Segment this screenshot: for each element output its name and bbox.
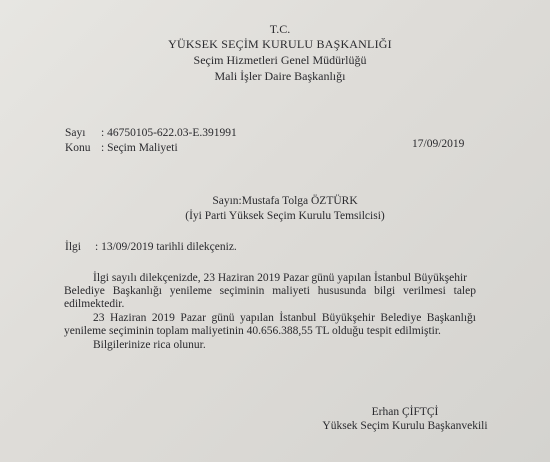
sayi-label: Sayı — [65, 127, 86, 139]
ilgi-value: : 13/09/2019 tarihli dilekçeniz. — [95, 241, 237, 253]
document-date: 17/09/2019 — [412, 138, 465, 150]
header-tc: T.C. — [269, 22, 291, 36]
ilgi-label: İlgi — [65, 241, 81, 253]
sayi-value: : 46750105-622.03-E.391991 — [101, 127, 237, 139]
body-p1-line1: İlgi sayılı dilekçenizde, 23 Haziran 2019 Pazar günü yapılan İstanbul Büyükşehir — [93, 272, 467, 284]
konu-value: : Seçim Maliyeti — [101, 142, 178, 154]
header-institution: YÜKSEK SEÇİM KURULU BAŞKANLIĞI — [168, 37, 392, 51]
body-p1-line3: edilmektedir. — [64, 298, 125, 310]
header-directorate: Seçim Hizmetleri Genel Müdürlüğü — [193, 53, 367, 67]
recipient-name: Sayın:Mustafa Tolga ÖZTÜRK — [212, 195, 358, 207]
header-department: Mali İşler Daire Başkanlığı — [214, 69, 346, 83]
signatory-title: Yüksek Seçim Kurulu Başkanvekili — [322, 420, 488, 432]
body-p2-line1: 23 Haziran 2019 Pazar günü yapılan İstanbul Büyükşehir Belediye Başkanlığı — [93, 312, 476, 324]
signatory-name: Erhan ÇİFTÇİ — [371, 406, 439, 418]
body-p1-line2: Belediye Başkanlığı yenileme seçiminin maliyeti hususunda bilgi verilmesi talep — [64, 285, 476, 297]
recipient-title: (İyi Parti Yüksek Seçim Kurulu Temsilcisi) — [185, 210, 385, 222]
konu-label: Konu — [65, 142, 91, 154]
body-p3: Bilgilerinize rica olunur. — [93, 339, 206, 351]
body-p2-line2: yenileme seçiminin toplam maliyetinin 40.656.388,55 TL olduğu tespit edilmiştir. — [64, 325, 441, 337]
